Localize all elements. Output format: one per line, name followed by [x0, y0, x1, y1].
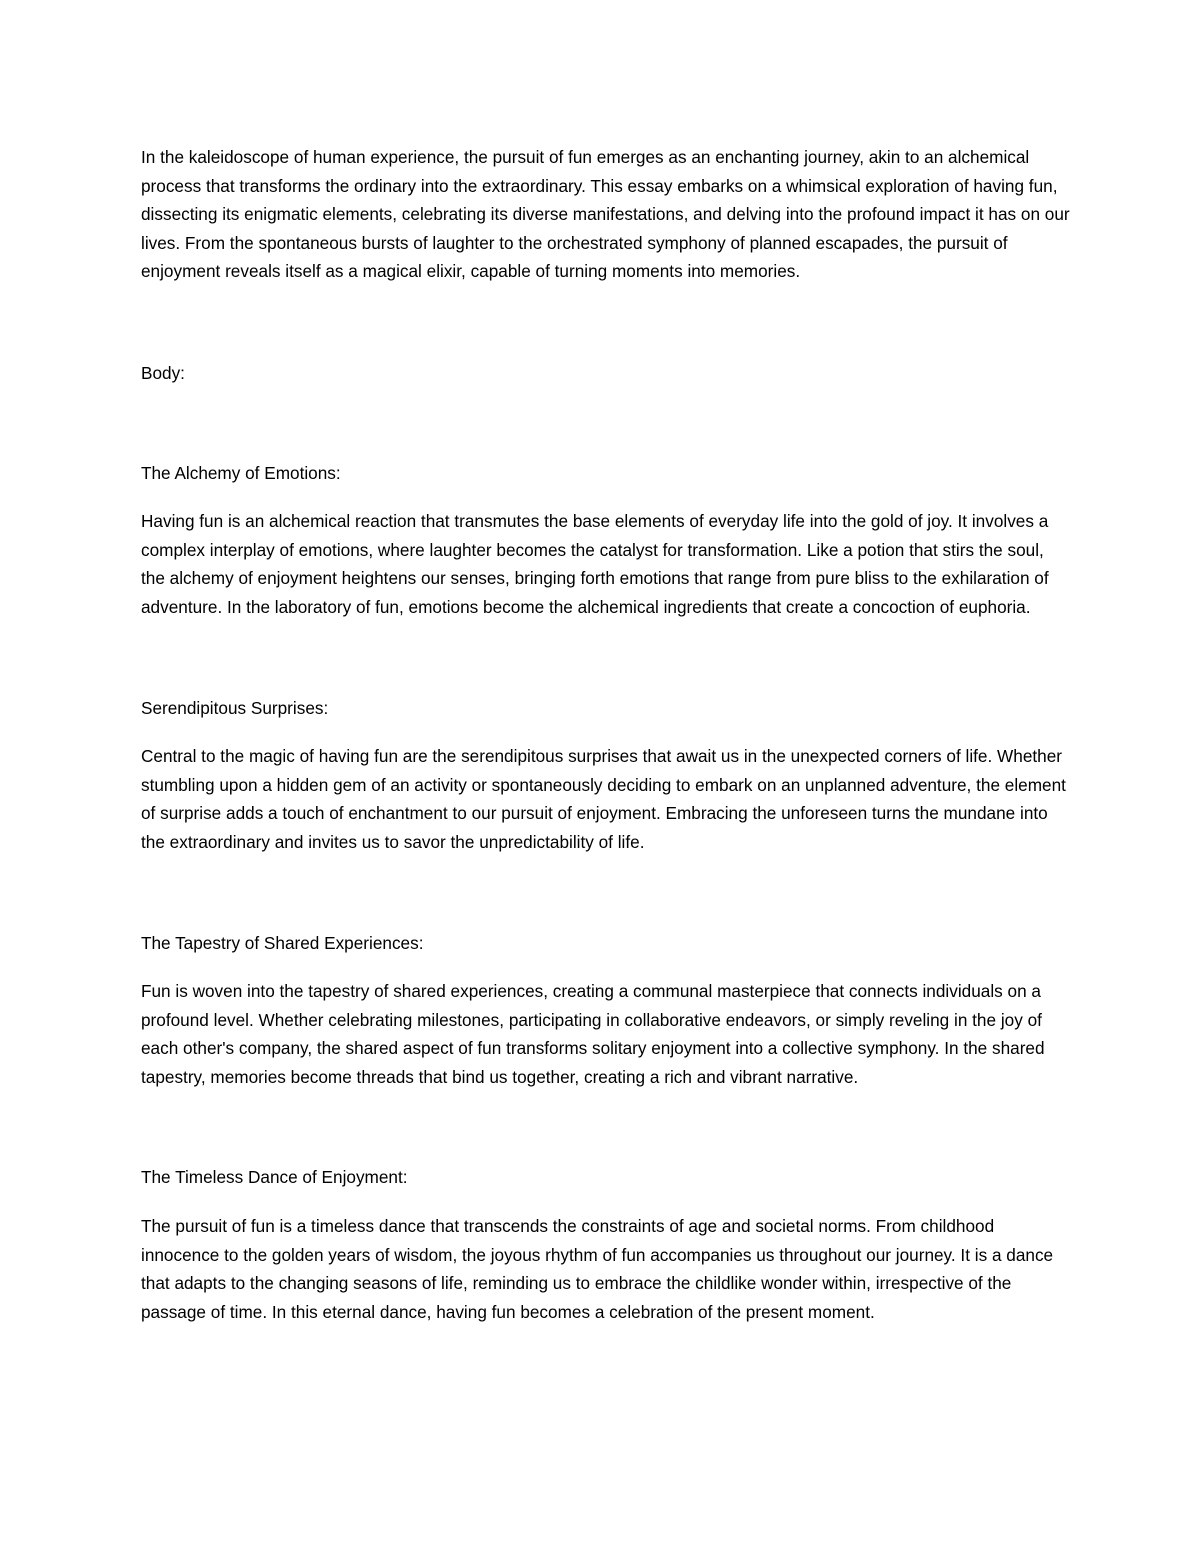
section-tapestry-of-shared-experiences	[141, 929, 1080, 1092]
section-paragraph: Having fun is an alchemical reaction that transmutes the base elements of everyday life into the gold of joy. It involves a complex interplay of emotions, where laughter becomes the catalyst for transformation. Like a potion that stirs the soul, the alchemy of enjoyment heightens our senses, bringing forth emotions that range from pure bliss to the exhilaration of adventure. In the laboratory of fun, emotions become the alchemical ingredients that create a concoction of euphoria.	[141, 511, 1049, 617]
section-heading: The Alchemy of Emotions:	[141, 462, 341, 483]
body-label: Body:	[141, 362, 185, 383]
section-heading: Serendipitous Surprises:	[141, 697, 329, 718]
section-timeless-dance-of-enjoyment	[141, 1163, 1080, 1326]
section-paragraph: Central to the magic of having fun are the serendipitous surprises that await us in the unexpected corners of life. Whether stumbling upon a hidden gem of an activity or spontaneously deciding to embark on an unplanned adventure, the element of surprise adds a touch of enchantment to our pursuit of enjoyment. Embracing the unforeseen turns the mundane into the extraordinary and invites us to savor the unpredictability of life.	[141, 746, 1066, 852]
section-heading: The Timeless Dance of Enjoyment:	[141, 1167, 408, 1188]
intro-paragraph: In the kaleidoscope of human experience, the pursuit of fun emerges as an enchanting journey, akin to an alchemical process that transforms the ordinary into the extraordinary. This essay embarks on a whimsical exploration of having fun, dissecting its enigmatic elements, celebrating its diverse manifestations, and delving into the profound impact it has on our lives. From the spontaneous bursts of laughter to the orchestrated symphony of planned escapades, the pursuit of enjoyment reveals itself as a magical elixir, capable of turning moments into memories.	[141, 147, 1070, 282]
section-serendipitous-surprises	[141, 694, 1080, 857]
section-heading: The Tapestry of Shared Experiences:	[141, 932, 424, 953]
section-alchemy-of-emotions	[141, 459, 1080, 622]
section-paragraph: Fun is woven into the tapestry of shared experiences, creating a communal masterpiece that connects individuals on a profound level. Whether celebrating milestones, participating in collaborative endeavors, or simply reveling in the joy of each other's company, the shared aspect of fun transforms solitary enjoyment into a collective symphony. In the shared tapestry, memories become threads that bind us together, creating a rich and vibrant narrative.	[141, 981, 1045, 1087]
section-paragraph: The pursuit of fun is a timeless dance that transcends the constraints of age and societal norms. From childhood innocence to the golden years of wisdom, the joyous rhythm of fun accompanies us throughout our journey. It is a dance that adapts to the changing seasons of life, reminding us to embrace the childlike wonder within, irrespective of the passage of time. In this eternal dance, having fun becomes a celebration of the present moment.	[141, 1216, 1054, 1322]
